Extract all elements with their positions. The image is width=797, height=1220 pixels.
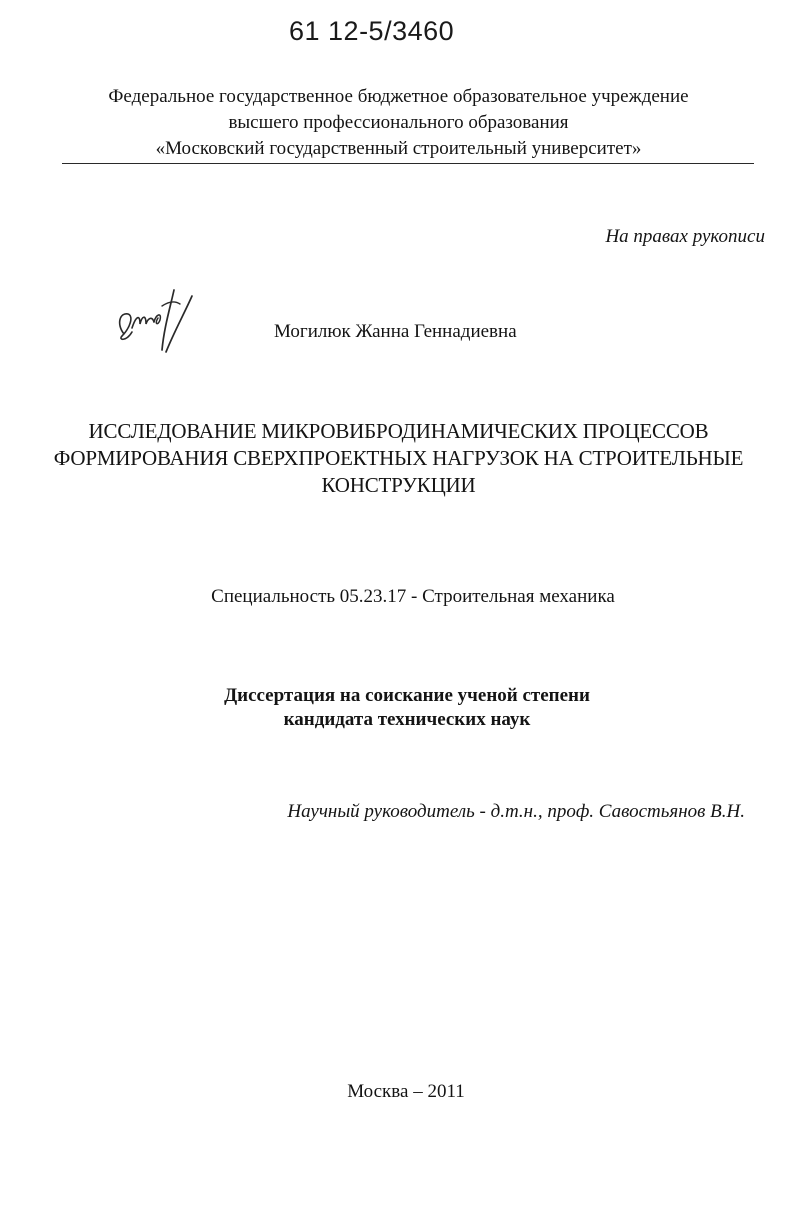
- title-line-3: КОНСТРУКЦИИ: [321, 473, 476, 497]
- title-line-2: ФОРМИРОВАНИЯ СВЕРХПРОЕКТНЫХ НАГРУЗОК НА СТРОИТЕЛЬНЫЕ: [53, 446, 744, 470]
- specialty: Специальность 05.23.17 - Строительная механика: [211, 586, 615, 607]
- author-name: Могилюк Жанна Геннадиевна: [274, 321, 517, 342]
- author-signature-icon: [112, 284, 202, 364]
- degree-line-2: кандидата технических наук: [283, 709, 531, 730]
- catalog-number: 61 12-5/3460: [289, 16, 455, 46]
- institution-line-3: «Московский государственный строительный университет»: [155, 138, 642, 159]
- place-and-year: Москва – 2011: [347, 1081, 465, 1102]
- institution-header: [0, 84, 797, 162]
- degree-statement: [0, 684, 797, 732]
- manuscript-rights-note: На правах рукописи: [605, 226, 765, 247]
- scientific-supervisor: Научный руководитель - д.т.н., проф. Савостьянов В.Н.: [287, 801, 745, 822]
- institution-line-2: высшего профессионального образования: [228, 112, 569, 133]
- header-divider: [62, 163, 754, 164]
- institution-line-1: Федеральное государственное бюджетное образовательное учреждение: [108, 86, 689, 107]
- dissertation-title: [0, 418, 797, 499]
- title-line-1: ИССЛЕДОВАНИЕ МИКРОВИБРОДИНАМИЧЕСКИХ ПРОЦЕССОВ: [88, 419, 709, 443]
- degree-line-1: Диссертация на соискание ученой степени: [224, 685, 590, 706]
